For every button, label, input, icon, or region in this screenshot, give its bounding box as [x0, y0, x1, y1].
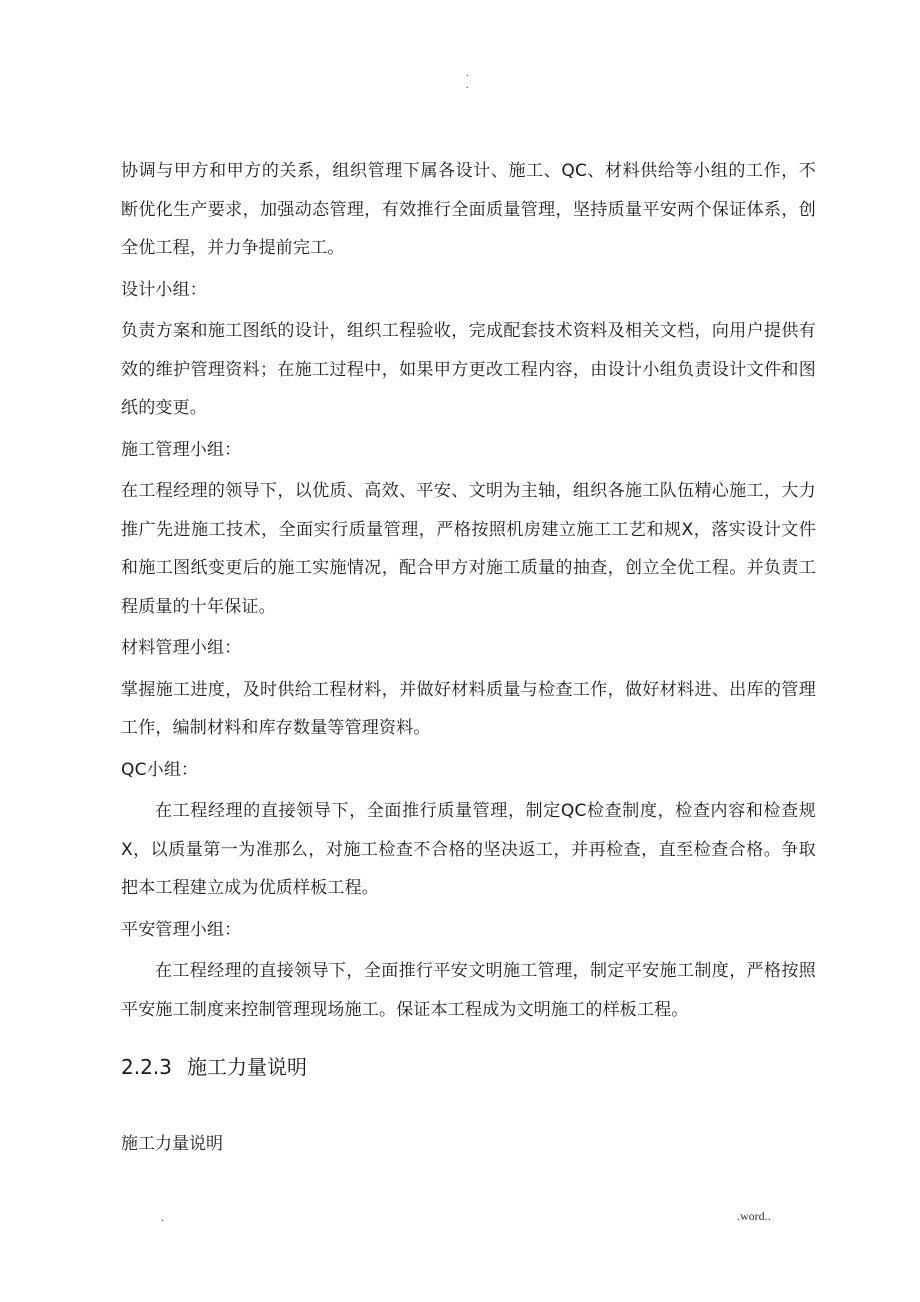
label-construction-group: 施工管理小组：	[121, 439, 242, 460]
label-material-group: 材料管理小组：	[121, 638, 242, 658]
section-number: 2.2.3	[121, 1055, 172, 1079]
subheading: 施工力量说明	[121, 1134, 223, 1154]
paragraph-safety-group: 在工程经理的直接领导下，全面推行平安文明施工管理，制定平安施工制度，严格按照平安施工制度来控制管理现场施工。保证本工程成为文明施工的样板工程。	[121, 961, 816, 1020]
paragraph-material-group: 掌握施工进度，及时供给工程材料，并做好材料质量与检查工作，做好材料进、出库的管理工作，编制材料和库存数量等管理资料。	[121, 679, 816, 738]
document-body	[121, 152, 816, 1163]
paragraph-design-group: 负责方案和施工图纸的设计，组织工程验收，完成配套技术资料及相关文档，向用户提供有效的维护管理资料；在施工过程中，如果甲方更改工程内容，由设计小组负责设计文件和图纸的变更。	[121, 321, 816, 418]
header-dot: .	[466, 80, 469, 91]
paragraph-construction-group: 在工程经理的领导下，以优质、高效、平安、文明为主轴，组织各施工队伍精心施工，大力推广先进施工技术，全面实行质量管理，严格按照机房建立施工工艺和规X，落实设计文件和施工图纸变更后的施工实施情况，配合甲方对施工质量的抽查，创立全优工程。并负责工程质量的十年保证。	[121, 481, 816, 617]
label-safety-group: 平安管理小组：	[121, 919, 242, 940]
footer-right-mark: .word..	[737, 1209, 771, 1223]
header-dot: .	[466, 68, 469, 79]
section-heading	[121, 1052, 816, 1082]
footer-left-mark: .	[161, 1210, 164, 1224]
paragraph-coordination: 协调与甲方和甲方的关系，组织管理下属各设计、施工、QC、材料供给等小组的工作，不断优化生产要求，加强动态管理，有效推行全面质量管理，坚持质量平安两个保证体系，创全优工程，并力争提前完工。	[121, 161, 816, 258]
paragraph-qc-group: 在工程经理的直接领导下，全面推行质量管理，制定QC检查制度，检查内容和检查规X，以质量第一为准那么，对施工检查不合格的坚决返工，并再检查，直至检查合格。争取把本工程建立成为优质样板工程。	[121, 801, 816, 898]
label-design-group: 设计小组：	[121, 279, 207, 300]
header-mark	[466, 68, 469, 92]
label-qc-group: QC小组：	[121, 759, 199, 780]
section-title: 施工力量说明	[187, 1055, 307, 1079]
